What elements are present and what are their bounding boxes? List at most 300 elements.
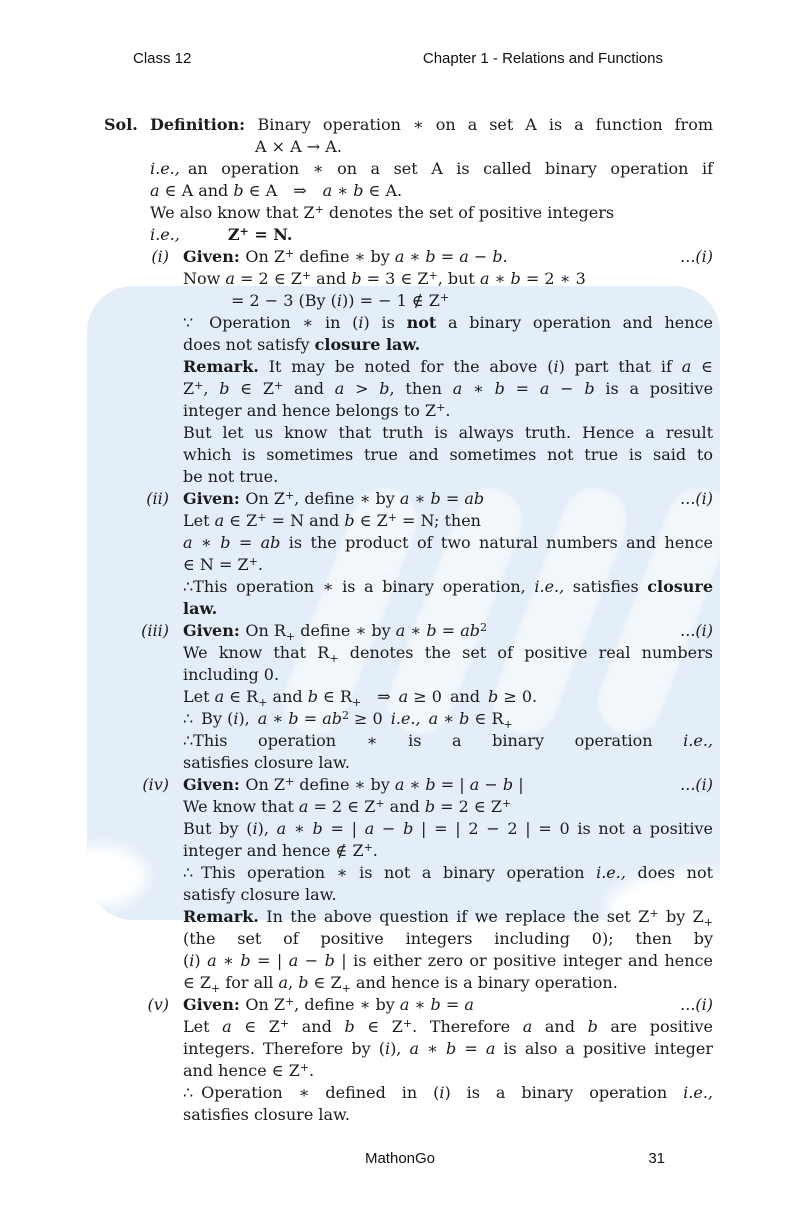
text-segment: ) bbox=[194, 951, 208, 970]
text-segment: b bbox=[492, 247, 503, 266]
text-segment: is a positive bbox=[594, 379, 714, 398]
line-content bbox=[183, 356, 713, 378]
text-segment: an operation ∗ on a set A is called binary operation if bbox=[179, 159, 713, 178]
text-segment: ∈ bbox=[691, 357, 713, 376]
text-segment: ∴ By ( bbox=[183, 709, 234, 728]
text-segment: ≥ 0 and bbox=[408, 687, 489, 706]
solution-line bbox=[104, 884, 713, 906]
solution-line bbox=[104, 862, 713, 884]
text-segment: Given: bbox=[183, 247, 246, 266]
line-content bbox=[183, 642, 713, 664]
text-segment: = bbox=[298, 709, 323, 728]
text-segment: and bbox=[384, 797, 425, 816]
text-segment: ∗ bbox=[409, 995, 431, 1014]
solution-line bbox=[104, 554, 713, 576]
text-segment: + bbox=[284, 995, 295, 1008]
line-label bbox=[104, 1038, 183, 1060]
text-segment: ∵ Operation ∗ in ( bbox=[183, 313, 359, 332]
text-segment: ∗ bbox=[286, 819, 313, 838]
text-segment: , define ∗ by bbox=[294, 489, 400, 508]
text-segment: ), bbox=[390, 1039, 410, 1058]
text-segment: a bbox=[298, 797, 309, 816]
text-segment: a bbox=[364, 819, 375, 838]
text-segment: = | bbox=[435, 775, 470, 794]
text-segment: ∴ This operation ∗ is not a binary operation bbox=[183, 863, 597, 882]
line-label bbox=[104, 136, 150, 158]
solution-line bbox=[104, 180, 713, 202]
text-segment: ), bbox=[238, 709, 258, 728]
text-segment: b bbox=[312, 819, 323, 838]
text-segment: On Z bbox=[245, 775, 285, 794]
text-segment: ∈ A and bbox=[159, 181, 234, 200]
line-label bbox=[104, 1016, 183, 1038]
text-segment: integer and hence belongs to Z bbox=[183, 401, 437, 420]
text-segment: a bbox=[214, 511, 225, 530]
text-segment: + bbox=[503, 718, 513, 731]
line-content bbox=[150, 224, 713, 246]
line-content bbox=[183, 532, 713, 554]
line-label bbox=[104, 642, 183, 664]
text-segment: ∗ bbox=[462, 379, 495, 398]
text-segment: ∈ Z bbox=[229, 379, 274, 398]
text-segment: b bbox=[219, 379, 230, 398]
line-content bbox=[150, 158, 713, 180]
line-label bbox=[104, 708, 183, 730]
line-label bbox=[104, 950, 183, 972]
text-segment: = 2 ∗ 3 bbox=[520, 269, 586, 288]
text-segment: = | bbox=[250, 951, 289, 970]
solution-line bbox=[104, 158, 713, 180]
line-label bbox=[104, 1104, 183, 1126]
text-segment: a bbox=[469, 775, 480, 794]
text-segment: + bbox=[285, 630, 296, 643]
text-segment: and bbox=[289, 1017, 345, 1036]
text-segment: b bbox=[307, 687, 318, 706]
text-segment: i bbox=[358, 313, 364, 332]
solution-line bbox=[104, 378, 713, 400]
text-segment: integers. Therefore by ( bbox=[183, 1039, 385, 1058]
text-segment: )) = − 1 ∉ Z bbox=[342, 291, 440, 310]
solution-line bbox=[104, 620, 713, 642]
line-content bbox=[183, 796, 713, 818]
text-segment: b bbox=[446, 1039, 457, 1058]
text-segment: law. bbox=[183, 599, 218, 618]
line-content bbox=[183, 752, 713, 774]
text-segment: = bbox=[456, 1039, 486, 1058]
text-segment: + bbox=[439, 291, 450, 304]
text-segment: = 2 ∈ Z bbox=[234, 269, 302, 288]
text-segment: Let bbox=[183, 687, 215, 706]
text-segment: + bbox=[258, 696, 268, 709]
solution-line bbox=[104, 488, 713, 510]
text-segment: = N; then bbox=[396, 511, 481, 530]
text-segment: and bbox=[532, 1017, 588, 1036]
text-segment: b bbox=[353, 181, 364, 200]
text-segment: ∴ Operation ∗ defined in ( bbox=[183, 1083, 440, 1102]
solution-line bbox=[104, 532, 713, 554]
line-content bbox=[183, 444, 713, 466]
line-content bbox=[183, 1016, 713, 1038]
text-segment: + bbox=[352, 696, 362, 709]
text-segment bbox=[421, 709, 429, 728]
text-segment: including 0. bbox=[183, 665, 280, 684]
line-content bbox=[150, 180, 713, 202]
text-segment: b bbox=[494, 379, 505, 398]
text-segment: a binary operation and hence bbox=[436, 313, 714, 332]
text-segment: and hence ∈ Z bbox=[183, 1061, 300, 1080]
solution-line bbox=[104, 290, 713, 312]
text-segment: a bbox=[485, 1039, 496, 1058]
text-segment: . bbox=[309, 1061, 315, 1080]
line-content bbox=[183, 290, 713, 312]
text-segment: is also a positive integer bbox=[495, 1039, 714, 1058]
line-content bbox=[183, 994, 713, 1016]
line-content bbox=[183, 620, 713, 642]
line-content bbox=[183, 664, 713, 686]
text-segment: + bbox=[257, 511, 267, 524]
text-segment: i bbox=[439, 1083, 445, 1102]
text-segment: a bbox=[207, 951, 217, 970]
text-segment: define ∗ by bbox=[295, 621, 396, 640]
text-segment: a bbox=[398, 687, 409, 706]
text-segment: , bbox=[288, 973, 299, 992]
text-segment: a bbox=[452, 379, 463, 398]
text-segment: = 2 − 3 (By ( bbox=[231, 291, 337, 310]
text-segment: Z bbox=[183, 379, 195, 398]
text-segment: ∈ A ⇒ bbox=[243, 181, 323, 200]
text-segment: 2 bbox=[479, 621, 487, 634]
text-segment: + bbox=[284, 247, 295, 260]
line-content bbox=[183, 774, 713, 796]
text-segment: and bbox=[267, 687, 308, 706]
text-segment: + bbox=[703, 916, 713, 929]
line-content bbox=[150, 202, 713, 224]
text-segment: b bbox=[425, 247, 436, 266]
text-segment: ab bbox=[464, 489, 485, 508]
text-segment: ∗ bbox=[419, 1039, 447, 1058]
equation-ref: ...(i) bbox=[680, 621, 713, 640]
line-label bbox=[104, 158, 150, 180]
page-number: 31 bbox=[648, 1150, 665, 1167]
solution-line bbox=[104, 400, 713, 422]
text-segment: a bbox=[399, 489, 410, 508]
line-label bbox=[104, 730, 183, 752]
text-segment: b bbox=[587, 1017, 598, 1036]
text-segment: a bbox=[150, 181, 160, 200]
line-label bbox=[104, 686, 183, 708]
text-segment: ∈ Z bbox=[183, 973, 212, 992]
line-label bbox=[104, 290, 183, 312]
line-label bbox=[104, 510, 183, 532]
line-label bbox=[104, 796, 183, 818]
text-segment: We also know that Z bbox=[150, 203, 315, 222]
text-segment: + bbox=[363, 841, 373, 854]
line-content bbox=[183, 598, 713, 620]
line-label bbox=[104, 312, 183, 334]
text-segment: + bbox=[194, 379, 204, 392]
text-segment: On Z bbox=[245, 995, 285, 1014]
text-segment: does not bbox=[625, 863, 714, 882]
line-label bbox=[104, 972, 183, 994]
line-label bbox=[104, 906, 183, 928]
text-segment: = bbox=[436, 621, 461, 640]
text-segment: Let bbox=[183, 1017, 223, 1036]
line-label bbox=[104, 268, 183, 290]
solution-line bbox=[104, 1060, 713, 1082]
header-class-label: Class 12 bbox=[133, 50, 192, 67]
text-segment: + bbox=[284, 775, 295, 788]
text-segment: b bbox=[430, 995, 441, 1014]
text-segment: = bbox=[440, 489, 465, 508]
line-content bbox=[183, 1038, 713, 1060]
text-segment: closure law. bbox=[314, 335, 421, 354]
text-segment: Given: bbox=[183, 489, 246, 508]
solution-line bbox=[104, 796, 713, 818]
text-segment: a bbox=[225, 269, 235, 288]
text-segment: b bbox=[424, 797, 436, 816]
solution-line bbox=[104, 224, 713, 246]
text-segment: In the above question if we replace the set Z bbox=[258, 907, 650, 926]
text-segment: ∈ Z bbox=[354, 511, 388, 530]
text-segment: , then bbox=[389, 379, 453, 398]
line-label bbox=[104, 466, 183, 488]
line-content bbox=[150, 136, 713, 158]
text-segment: does not satisfy bbox=[183, 335, 315, 354]
text-segment: = 2 ∈ Z bbox=[435, 797, 502, 816]
text-segment: b bbox=[488, 687, 499, 706]
text-segment: | is either zero or positive integer and hence bbox=[334, 951, 714, 970]
text-segment: satisfies closure law. bbox=[183, 1105, 350, 1124]
text-segment: ∈ Z bbox=[224, 511, 258, 530]
text-segment: ∗ bbox=[489, 269, 511, 288]
text-segment: for all bbox=[220, 973, 279, 992]
solution-line bbox=[104, 928, 713, 950]
text-segment: . bbox=[257, 555, 263, 574]
text-segment: + bbox=[501, 797, 512, 810]
text-segment: i bbox=[384, 1039, 391, 1058]
text-segment: b bbox=[220, 533, 231, 552]
text-segment: a bbox=[334, 379, 345, 398]
text-segment: + bbox=[211, 982, 221, 995]
text-segment: b bbox=[351, 269, 362, 288]
text-segment: , bbox=[203, 379, 220, 398]
text-segment: a bbox=[539, 379, 550, 398]
text-segment: ⇒ bbox=[361, 687, 399, 706]
solution-line bbox=[104, 598, 713, 620]
line-label bbox=[104, 334, 183, 356]
text-segment: a bbox=[428, 709, 439, 728]
text-segment: + bbox=[284, 489, 295, 502]
solution-line bbox=[104, 268, 713, 290]
text-segment: ∈ A. bbox=[363, 181, 403, 200]
line-content bbox=[183, 906, 713, 928]
line-content bbox=[183, 730, 713, 752]
solution-line bbox=[104, 686, 713, 708]
text-segment: ∗ bbox=[332, 181, 354, 200]
text-segment: a bbox=[214, 687, 225, 706]
text-segment: denotes the set of positive integers bbox=[323, 203, 615, 222]
solution-line bbox=[104, 422, 713, 444]
text-segment: ab bbox=[260, 533, 281, 552]
solution-line bbox=[104, 818, 713, 840]
text-segment: not bbox=[406, 313, 437, 332]
text-segment: − bbox=[468, 247, 493, 266]
line-content bbox=[183, 576, 713, 598]
text-segment: ∈ N = Z bbox=[183, 555, 249, 574]
text-segment: a bbox=[322, 181, 333, 200]
text-segment: ∗ bbox=[216, 951, 241, 970]
text-segment: b bbox=[298, 973, 309, 992]
text-segment: We know that bbox=[183, 797, 299, 816]
line-content bbox=[183, 708, 713, 730]
text-segment: i.e., bbox=[596, 863, 626, 882]
text-segment: + bbox=[387, 511, 397, 524]
text-segment: (the set of positive integers including 0); then by bbox=[183, 929, 713, 948]
text-segment: , define ∗ by bbox=[294, 995, 400, 1014]
text-segment: Let bbox=[183, 511, 215, 530]
line-content bbox=[183, 378, 713, 400]
text-segment: Remark. bbox=[183, 357, 259, 376]
text-segment: − bbox=[479, 775, 503, 794]
line-content bbox=[183, 818, 713, 840]
solution-line bbox=[104, 202, 713, 224]
line-content bbox=[150, 114, 713, 136]
text-segment: But let us know that truth is always truth. Hence a result bbox=[183, 423, 713, 442]
text-segment: satisfy closure law. bbox=[183, 885, 337, 904]
solution-line bbox=[104, 466, 713, 488]
text-segment: a bbox=[395, 621, 406, 640]
text-segment: b bbox=[584, 379, 595, 398]
text-segment: = N. bbox=[248, 225, 293, 244]
line-label bbox=[104, 356, 183, 378]
line-content bbox=[183, 950, 713, 972]
solution-line bbox=[104, 972, 713, 994]
line-label: (i) bbox=[151, 247, 169, 266]
text-segment: ≥ 0 bbox=[348, 709, 391, 728]
text-segment: Definition: bbox=[150, 115, 258, 134]
solution-line bbox=[104, 576, 713, 598]
text-segment: = bbox=[230, 533, 261, 552]
line-content bbox=[183, 554, 713, 576]
line-label: (iii) bbox=[141, 621, 169, 640]
text-segment: + bbox=[649, 907, 659, 920]
text-segment: ∗ bbox=[409, 489, 431, 508]
text-segment: i.e., bbox=[534, 577, 565, 596]
text-segment: . Therefore bbox=[412, 1017, 523, 1036]
equation-ref: ...(i) bbox=[680, 247, 713, 266]
text-segment: + bbox=[428, 269, 438, 282]
solution-line bbox=[104, 510, 713, 532]
text-segment: b bbox=[324, 951, 335, 970]
text-segment: ∈ R bbox=[469, 709, 504, 728]
text-segment: i.e., bbox=[683, 1083, 713, 1102]
text-segment: ∗ bbox=[404, 247, 426, 266]
text-segment: a bbox=[681, 357, 692, 376]
text-segment: + bbox=[273, 379, 284, 392]
text-segment: ∈ Z bbox=[231, 1017, 280, 1036]
text-segment: a bbox=[276, 819, 287, 838]
text-segment: i bbox=[233, 709, 239, 728]
text-segment: + bbox=[436, 401, 446, 414]
line-label bbox=[104, 862, 183, 884]
text-segment: which is sometimes true and sometimes not true is said to bbox=[183, 445, 713, 464]
solution-line bbox=[104, 994, 713, 1016]
text-segment: ≥ 0. bbox=[498, 687, 538, 706]
text-segment: On R bbox=[245, 621, 286, 640]
line-label: Sol. bbox=[104, 115, 138, 134]
text-segment: ab bbox=[460, 621, 480, 640]
text-segment: b bbox=[403, 819, 414, 838]
text-segment: Given: bbox=[183, 995, 246, 1014]
text-segment: ∈ Z bbox=[308, 973, 342, 992]
line-label bbox=[104, 840, 183, 862]
text-segment: + bbox=[375, 797, 385, 810]
text-segment: ) is a binary operation bbox=[444, 1083, 684, 1102]
text-segment: ∗ bbox=[438, 709, 460, 728]
line-content bbox=[183, 840, 713, 862]
text-segment: define ∗ by bbox=[294, 775, 395, 794]
line-content bbox=[183, 400, 713, 422]
text-segment: + bbox=[402, 1017, 413, 1030]
solution-line bbox=[104, 246, 713, 268]
text-segment: a bbox=[479, 269, 490, 288]
text-segment: ), bbox=[257, 819, 277, 838]
text-segment: = bbox=[435, 247, 460, 266]
text-segment: and hence is a binary operation. bbox=[350, 973, 618, 992]
line-label bbox=[104, 884, 183, 906]
line-label bbox=[104, 554, 183, 576]
text-segment: + bbox=[248, 555, 258, 568]
text-segment: a bbox=[399, 995, 410, 1014]
text-segment: b bbox=[344, 1017, 355, 1036]
text-segment: ∈ Z bbox=[354, 1017, 403, 1036]
text-segment: ) is bbox=[363, 313, 407, 332]
text-segment: . bbox=[445, 401, 451, 420]
text-segment: + bbox=[301, 269, 312, 282]
text-segment: ( bbox=[183, 951, 190, 970]
text-segment: | bbox=[513, 775, 524, 794]
text-segment: b bbox=[425, 775, 436, 794]
text-segment: A × A → A. bbox=[255, 137, 342, 156]
text-segment: i.e., bbox=[390, 709, 421, 728]
text-segment: But by ( bbox=[183, 819, 253, 838]
text-segment: a bbox=[522, 1017, 533, 1036]
solution-line bbox=[104, 334, 713, 356]
text-segment: ∗ bbox=[404, 775, 426, 794]
line-label bbox=[104, 576, 183, 598]
line-label bbox=[104, 1060, 183, 1082]
line-content bbox=[183, 862, 713, 884]
line-content bbox=[183, 884, 713, 906]
text-segment: b bbox=[344, 511, 355, 530]
line-content bbox=[183, 1104, 713, 1126]
text-segment: b bbox=[379, 379, 390, 398]
text-segment: 2 bbox=[341, 709, 349, 722]
text-segment: be not true. bbox=[183, 467, 279, 486]
text-segment: b bbox=[426, 621, 437, 640]
text-segment: i.e., bbox=[150, 159, 180, 178]
text-segment: . bbox=[502, 247, 508, 266]
solution-body bbox=[104, 114, 713, 1126]
text-segment: a bbox=[459, 247, 469, 266]
equation-ref: ...(i) bbox=[680, 995, 713, 1014]
text-segment: is the product of two natural numbers and hence bbox=[280, 533, 714, 552]
text-segment: b bbox=[240, 951, 251, 970]
line-label bbox=[104, 224, 150, 246]
text-segment: a bbox=[464, 995, 474, 1014]
line-content bbox=[183, 928, 713, 950]
text-segment: + bbox=[239, 225, 249, 238]
